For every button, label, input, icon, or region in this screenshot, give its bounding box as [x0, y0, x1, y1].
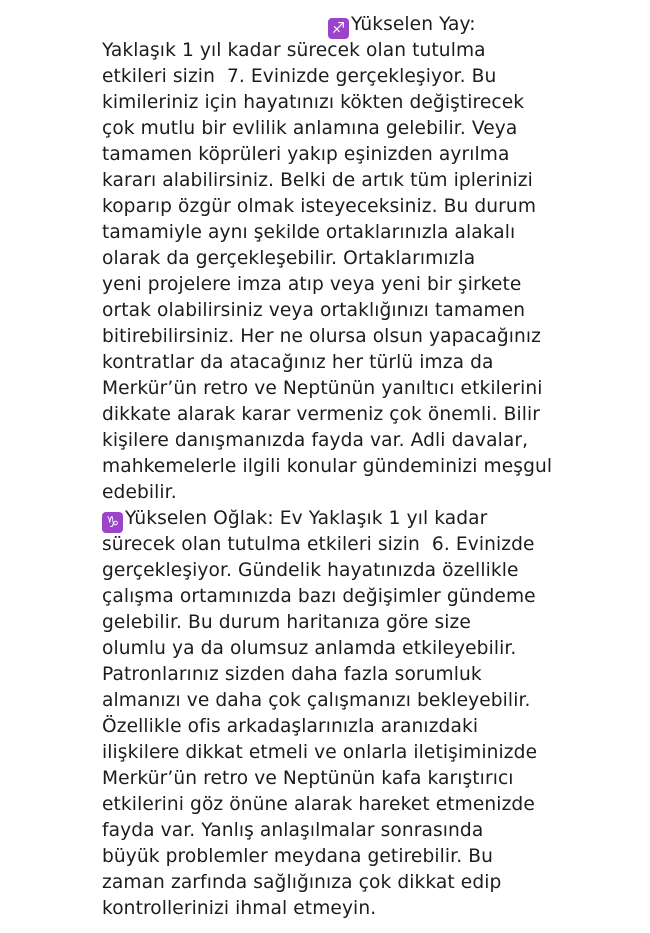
text-line: edebilir. — [102, 482, 177, 503]
section-heading — [102, 12, 622, 38]
text-line: sürecek olan tutulma etkileri sizin 6. Evinizde — [102, 534, 535, 555]
text-line: kontrollerinizi ihmal etmeyin. — [102, 898, 377, 919]
text-line: kişilere danışmanızda fayda var. Adli davalar, — [102, 430, 529, 451]
text-line: olarak da gerçekleşebilir. Ortaklarımızla — [102, 248, 476, 269]
sagittarius-icon: ♐ — [328, 18, 349, 39]
text-line: kararı alabilirsiniz. Belki de artık tüm iplerinizi — [102, 170, 533, 191]
text-line: büyük problemler meydana getirebilir. Bu — [102, 846, 493, 867]
text-line: olumlu ya da olumsuz anlamda etkileyebilir. — [102, 638, 517, 659]
text-line: zaman zarfında sağlığınıza çok dikkat edip — [102, 872, 502, 893]
text-line: yeni projelere imza atıp veya yeni bir şirkete — [102, 274, 522, 295]
text-line: mahkemelerle ilgili konular gündeminizi meşgul — [102, 456, 553, 477]
text-line: tamamen köprüleri yakıp eşinizden ayrılma — [102, 144, 510, 165]
text-line: çok mutlu bir evlilik anlamına gelebilir. Veya — [102, 118, 518, 139]
text-line: fayda var. Yanlış anlaşılmalar sonrasında — [102, 820, 484, 841]
capricorn-icon: ♑ — [102, 512, 123, 533]
text-line: tamamiyle aynı şekilde ortaklarınızla alakalı — [102, 222, 516, 243]
heading-text: Yükselen Yay: — [351, 14, 476, 35]
text-line: Yaklaşık 1 yıl kadar sürecek olan tutulma — [102, 40, 486, 61]
text-line: etkilerini göz önüne alarak hareket etmenizde — [102, 794, 535, 815]
text-line: ilişkilere dikkat etmeli ve onlarla iletişiminizde — [102, 742, 538, 763]
text-line: Merkür’ün retro ve Neptünün yanıltıcı etkilerini — [102, 378, 543, 399]
text-line: kimileriniz için hayatınızı kökten değiştirecek — [102, 92, 525, 113]
text-line: kontratlar da atacağınız her türlü imza da — [102, 352, 494, 373]
text-line: gelebilir. Bu durum haritanıza göre size — [102, 612, 471, 633]
section-sagittarius — [102, 12, 622, 506]
text-line: dikkate alarak karar vermeniz çok önemli. Bilir — [102, 404, 540, 425]
text-line: etkileri sizin 7. Evinizde gerçekleşiyor. Bu — [102, 66, 497, 87]
text-line: almanızı ve daha çok çalışmanızı bekleyebilir. — [102, 690, 531, 711]
heading-text: Yükselen Oğlak: Ev Yaklaşık 1 yıl kadar — [125, 508, 488, 529]
text-line: gerçekleşiyor. Gündelik hayatınızda özellikle — [102, 560, 519, 581]
text-line: koparıp özgür olmak isteyeceksiniz. Bu durum — [102, 196, 537, 217]
text-line: bitirebilirsiniz. Her ne olursa olsun yapacağınız — [102, 326, 542, 347]
horoscope-document — [102, 12, 622, 922]
text-line: Merkür’ün retro ve Neptünün kafa karıştırıcı — [102, 768, 514, 789]
section-heading — [102, 506, 622, 532]
text-line: çalışma ortamınızda bazı değişimler gündeme — [102, 586, 536, 607]
text-line: Patronlarınız sizden daha fazla sorumluk — [102, 664, 482, 685]
text-line: ortak olabilirsiniz veya ortaklığınızı tamamen — [102, 300, 526, 321]
section-capricorn — [102, 506, 622, 922]
text-line: Özellikle ofis arkadaşlarınızla aranızdaki — [102, 716, 479, 737]
